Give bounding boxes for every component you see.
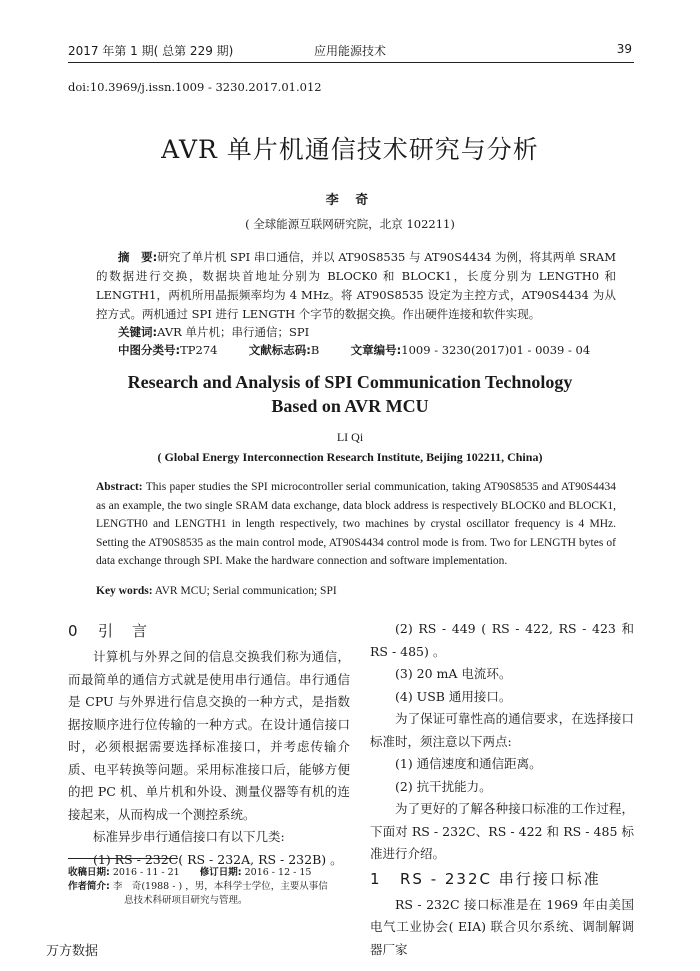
keywords-zh xyxy=(118,324,309,340)
watermark: 万方数据 xyxy=(46,944,99,959)
doc-code-label: 文献标志码: xyxy=(248,343,311,357)
received-label: 收稿日期: xyxy=(68,867,110,878)
interface-list-intro: 标准异步串行通信接口有以下几类: xyxy=(93,829,285,844)
revised-date: 2016 - 12 - 15 xyxy=(244,867,312,878)
abstract-zh-text: 研究了单片机 SPI 串口通信，并以 AT90S8535 与 AT90S4434 为例，将其两单 SRAM 的数据进行交换，数据块首地址分别为 BLOCK0 和 BLOCK1，长度分别为 LENGTH0 和 LENGTH1，两机所用晶振频率均为 4 MHz。将 AT90S8535 设定为主控方式，AT90S4434 为从控方式。两机通过 SPI 进行 LENGTH 个字节的数据交换。作出硬件连接和软件实现。 xyxy=(96,250,616,321)
interface-item-3: (3) 20 mA 电流环。 xyxy=(395,666,512,681)
reliability-paragraph: 为了保证可靠性高的通信要求，在选择接口标准时，须注意以下两点: xyxy=(370,711,634,749)
page-number: 39 xyxy=(616,42,632,56)
clc-value: TP274 xyxy=(180,343,218,357)
keywords-en xyxy=(96,585,337,597)
affiliation-en: ( Global Energy Interconnection Research Institute, Beijing 102211, China) xyxy=(157,450,543,464)
point-1: (1) 通信速度和通信距离。 xyxy=(395,756,542,771)
left-column xyxy=(68,618,350,871)
classification-line xyxy=(118,342,590,358)
revised-label: 修订日期: xyxy=(199,867,242,878)
intro-paragraph: 计算机与外界之间的信息交换我们称为通信，而最简单的通信方式就是使用串行通信。串行通信是 CPU 与外界进行信息交换的一种方式，是指数据按顺序进行位传输的一种方式。在设计通信接口时，必须根据需要选择标准接口，并考虑传输介质、电平转换等问题。采用标准接口后，能够方便的把 PC 机、单片机和外设、测量仪器等有机的连接起来，从而构成一个测控系统。 xyxy=(68,649,350,822)
section-0-number: 0 xyxy=(68,622,80,640)
abstract-en xyxy=(96,478,616,571)
received-date: 2016 - 11 - 21 xyxy=(112,867,180,878)
bio-line-2: 息技术科研项目研究与管理。 xyxy=(124,895,248,906)
bio-line-1: 李 奇(1988 - ) ，男，本科学士学位，主要从事信 xyxy=(112,881,328,892)
footnote-dates xyxy=(68,866,350,880)
journal-name: 应用能源技术 xyxy=(313,44,386,58)
footnote-rule xyxy=(68,858,178,859)
title-en-line2: Based on AVR MCU xyxy=(271,396,429,416)
title-en-line1: Research and Analysis of SPI Communication Technology xyxy=(127,372,573,392)
title-zh: AVR 单片机通信技术研究与分析 xyxy=(161,135,539,164)
abstract-zh-label: 摘 要: xyxy=(118,250,158,264)
abstract-en-label: Abstract: xyxy=(96,481,143,493)
point-2: (2) 抗干扰能力。 xyxy=(395,778,492,794)
interface-item-2: (2) RS - 449 ( RS - 422, RS - 423 和 RS - 485) 。 xyxy=(370,621,634,659)
author-en: LI Qi xyxy=(336,430,364,444)
article-no-label: 文章编号: xyxy=(350,343,402,357)
section-1-number: 1 xyxy=(370,869,382,888)
doc-code-value: B xyxy=(310,343,320,357)
keywords-en-text: AVR MCU; Serial communication; SPI xyxy=(154,585,337,597)
abstract-zh xyxy=(96,248,616,324)
journal-issue: 2017 年第 1 期( 总第 229 期) xyxy=(68,44,234,58)
footnote-bio-cont xyxy=(68,894,350,908)
affiliation-zh: ( 全球能源互联网研究院，北京 102211) xyxy=(245,217,455,231)
clc-label: 中图分类号: xyxy=(118,343,181,357)
keywords-en-label: Key words: xyxy=(96,585,153,597)
keywords-zh-label: 关键词: xyxy=(118,325,158,339)
author-zh: 李 奇 xyxy=(325,193,375,208)
rs232-paragraph: RS - 232C 接口标准是在 1969 年由美国电气工业协会( EIA) 联合贝尔系统、调制解调器厂家 xyxy=(370,896,634,957)
doi: doi:10.3969/j.issn.1009 - 3230.2017.01.012 xyxy=(68,80,322,94)
section-heading-1 xyxy=(370,866,634,892)
section-heading-0 xyxy=(68,618,350,644)
abstract-en-text: This paper studies the SPI microcontroller serial communication, taking AT90S8535 and AT90S4434 as an example, the two single SRAM data exchange, data block address is respectively BLOCK0 and BLOCK1, LENGTH0 and LENGTH1 in length respectively, two machines by crystal oscillator frequency is 4 MHz. Setting the AT90S8535 as the main control mode, AT90S4434 control mode is from. Two for LENGTH bytes of data exchange through SPI. Make the hardware connection and software implementation. xyxy=(96,481,616,567)
interface-item-4: (4) USB 通用接口。 xyxy=(395,688,512,704)
footnote xyxy=(68,866,350,908)
running-header xyxy=(68,42,632,62)
standards-intro-paragraph: 为了更好的了解各种接口标准的工作过程，下面对 RS - 232C、RS - 422 和 RS - 485 标准进行介绍。 xyxy=(370,801,634,861)
title-en xyxy=(0,370,700,418)
section-0-title: 引 言 xyxy=(98,622,150,640)
section-1-title: RS - 232C 串行接口标准 xyxy=(400,869,601,888)
footnote-bio xyxy=(68,880,350,894)
keywords-zh-text: AVR 单片机；串行通信；SPI xyxy=(157,325,310,339)
right-column xyxy=(370,618,634,961)
header-rule xyxy=(68,62,634,63)
bio-label: 作者简介: xyxy=(68,881,110,892)
article-no-value: 1009 - 3230(2017)01 - 0039 - 04 xyxy=(401,343,591,357)
interface-item-1: (1) RS - 232C( RS - 232A, RS - 232B) 。 xyxy=(93,851,343,867)
